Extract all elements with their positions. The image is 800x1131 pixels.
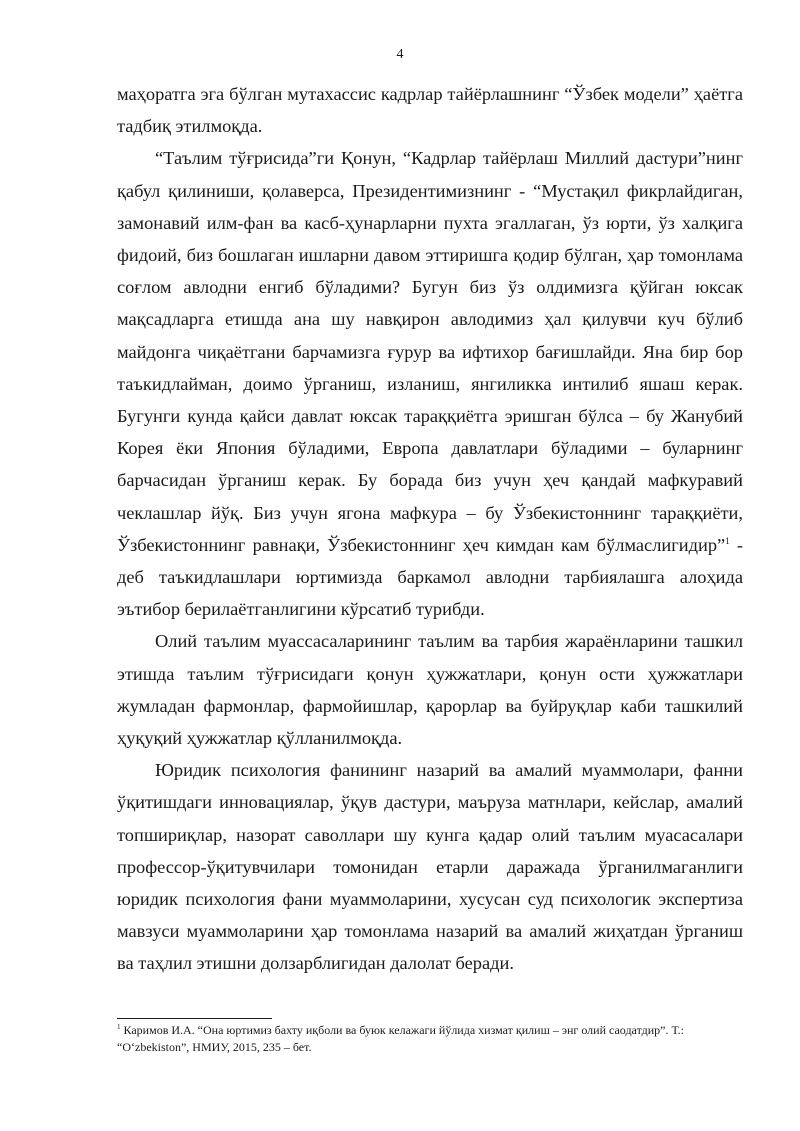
footnote-marker: 1	[117, 1023, 121, 1031]
footnote-separator	[117, 1018, 272, 1019]
paragraph-3: Олий таълим муассасаларининг таълим ва тарбия жараёнларини ташкил этишда таълим тўғрисидаги қонун ҳужжатлари, қонун ости ҳужжатлари жумладан фармонлар, фармойишлар, қарорлар ва буйруқлар каби ташкилий ҳуқуқий ҳужжатлар қўлланилмоқда.	[117, 631, 743, 749]
quote-text: “Таълим тўғрисида”ги Қонун, “Кадрлар тайёрлаш Миллий дастури”нинг қабул қилиниши, қолаверса, Президентимизнинг - “Мустақил фикрлайдиган, замонавий илм-фан ва касб-ҳунарларни пухта эгаллаган, ўз юрти, ўз халқига фидоий, биз бошлаган ишларни давом эттиришга қодир бўлган, ҳар томонлама соғлом авлодни енгиб бўладими? Бугун биз ўз олдимизга қўйган юксак мақсадларга етишда ана шу навқирон авлодимиз ҳал қилувчи куч бўлиб майдонга чиқаётгани барчамизга ғурур ва ифтихор бағишлайди. Яна бир бор таъкидлайман, доимо ўрганиш, изланиш, янгиликка интилиб яшаш керак. Бугунги кунда қайси давлат юксак тараққиётга эришган бўлса – бу Жанубий Корея ёки Япония бўладими, Европа давлатлари бўладими – буларнинг барчасидан ўрганиш керак. Бу борада биз учун ҳеч қандай мафкуравий чеклашлар йўқ. Биз учун ягона мафкура – бу Ўзбекистоннинг тараққиёти, Ўзбекистоннинг равнақи, Ўзбекистоннинг ҳеч кимдан кам бўлмаслигидир”	[117, 148, 743, 555]
footnote	[117, 1022, 743, 1056]
footnote-reference: 1	[725, 535, 730, 546]
paragraph-2	[117, 142, 743, 625]
quote-continuation: - деб таъкидлашлари юртимизда баркамол авлодни тарбиялашга алоҳида эътибор берилаётганлигини кўрсатиб турибди.	[117, 534, 743, 620]
paragraph-1: маҳоратга эга бўлган мутахассис кадрлар тайёрлашнинг “Ўзбек модели” ҳаётга тадбиқ этилмоқда.	[117, 84, 743, 137]
footnote-text: Каримов И.А. “Она юртимиз бахту иқболи ва буюк келажаги йўлида хизмат қилиш – энг олий саодатдир”. Т.: “O‘zbekiston”, НМИУ, 2015, 235 – бет.	[117, 1023, 684, 1054]
body-text	[117, 78, 743, 980]
page-number: 4	[396, 47, 404, 62]
paragraph-4: Юридик психология фанининг назарий ва амалий муаммолари, фанни ўқитишдаги инновациялар, ўқув дастури, маъруза матнлари, кейслар, амалий топшириқлар, назорат саволлари шу кунга қадар олий таълим муасасалари профессор-ўқитувчилари томонидан етарли даражада ўрганилмаганлиги юридик психология фани муаммоларини, хусусан суд психологик экспертиза мавзуси муаммоларини ҳар томонлама назарий ва амалий жиҳатдан ўрганиш ва таҳлил этишни долзарблигидан далолат беради.	[117, 760, 743, 974]
